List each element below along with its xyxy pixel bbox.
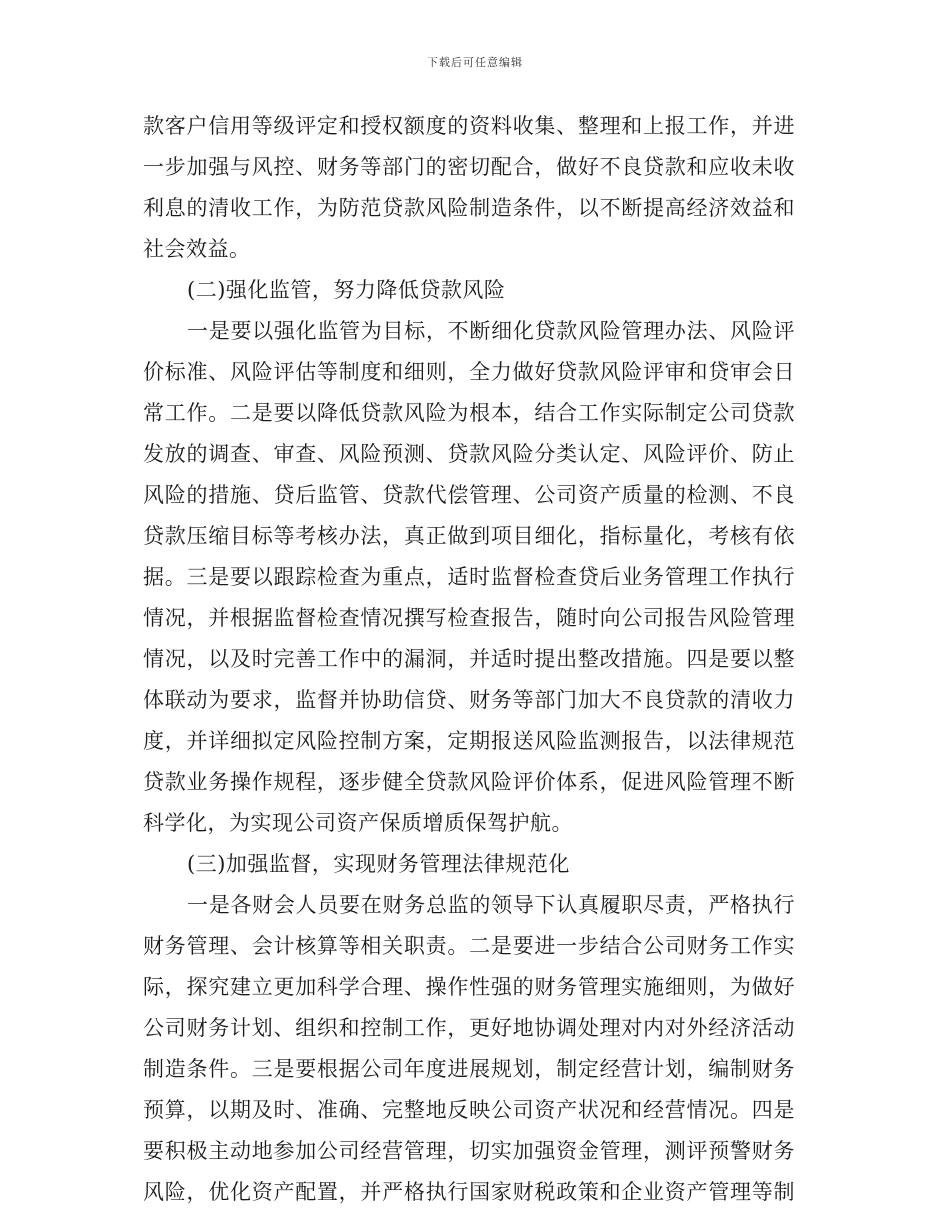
section-heading-2: (二)强化监管，努力降低贷款风险	[187, 278, 506, 302]
text-line: 体联动为要求，监督并协助信贷、财务等部门加大不良贷款的清收力	[143, 688, 795, 712]
page-header: 下载后可任意编辑	[427, 56, 523, 69]
text-line: 财务管理、会计核算等相关职责。二是要进一步结合公司财务工作实	[143, 934, 795, 958]
text-line: 度，并详细拟定风险控制方案，定期报送风险监测报告，以法律规范	[143, 729, 795, 753]
text-line: 价标准、风险评估等制度和细则，全力做好贷款风险评审和贷审会日	[143, 360, 795, 384]
text-line: 风险的措施、贷后监管、贷款代偿管理、公司资产质量的检测、不良	[143, 483, 795, 507]
text-line: 据。三是要以跟踪检查为重点，适时监督检查贷后业务管理工作执行	[143, 565, 795, 589]
text-line: 一是要以强化监管为目标，不断细化贷款风险管理办法、风险评	[187, 319, 795, 343]
text-line: 发放的调查、审查、风险预测、贷款风险分类认定、风险评价、防止	[143, 442, 795, 466]
text-line: 常工作。二是要以降低贷款风险为根本，结合工作实际制定公司贷款	[143, 401, 795, 425]
text-line: 情况，并根据监督检查情况撰写检查报告，随时向公司报告风险管理	[143, 606, 795, 630]
text-line: 款客户信用等级评定和授权额度的资料收集、整理和上报工作，并进	[143, 114, 795, 138]
text-line: 科学化，为实现公司资产保质增质保驾护航。	[143, 811, 573, 835]
text-line: 风险，优化资产配置，并严格执行国家财税政策和企业资产管理等制	[143, 1180, 795, 1204]
text-line: 预算，以期及时、准确、完整地反映公司资产状况和经营情况。四是	[143, 1098, 795, 1122]
text-line: 社会效益。	[143, 237, 251, 261]
text-line: 贷款业务操作规程，逐步健全贷款风险评价体系，促进风险管理不断	[143, 770, 795, 794]
text-line: 际，探究建立更加科学合理、操作性强的财务管理实施细则，为做好	[143, 975, 795, 999]
text-line: 一是各财会人员要在财务总监的领导下认真履职尽责，严格执行	[187, 893, 795, 917]
section-heading-3: (三)加强监督，实现财务管理法律规范化	[187, 852, 570, 876]
text-line: 一步加强与风控、财务等部门的密切配合，做好不良贷款和应收未收	[143, 155, 795, 179]
document-body	[143, 106, 795, 1213]
text-line: 利息的清收工作，为防范贷款风险制造条件，以不断提高经济效益和	[143, 196, 795, 220]
text-line: 情况，以及时完善工作中的漏洞，并适时提出整改措施。四是要以整	[143, 647, 795, 671]
text-line: 贷款压缩目标等考核办法，真正做到项目细化，指标量化，考核有依	[143, 524, 795, 548]
text-line: 公司财务计划、组织和控制工作，更好地协调处理对内对外经济活动	[143, 1016, 795, 1040]
text-line: 制造条件。三是要根据公司年度进展规划，制定经营计划，编制财务	[143, 1057, 795, 1081]
text-line: 要积极主动地参加公司经营管理，切实加强资金管理，测评预警财务	[143, 1139, 795, 1163]
